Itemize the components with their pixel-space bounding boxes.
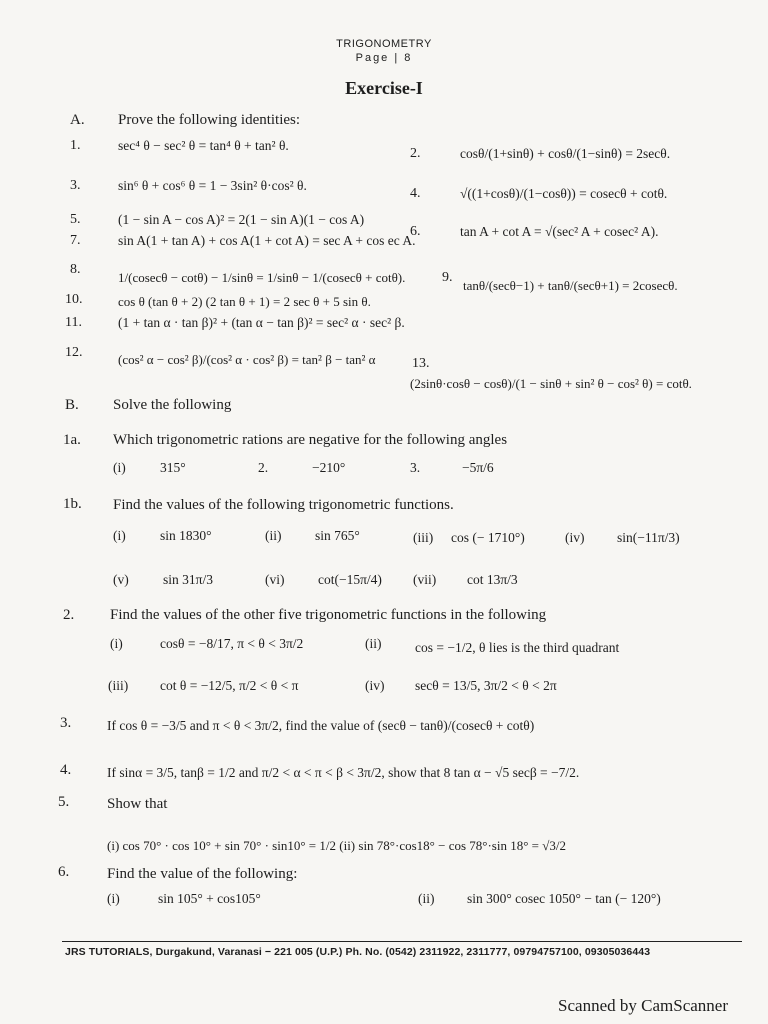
q2-expr: cosθ = −8/17, π < θ < 3π/2 [160, 636, 304, 651]
q6-part-label: (i) [107, 891, 120, 906]
question-number: 5. [58, 794, 70, 810]
question-2-text: Find the values of the other five trigonometric functions in the following [110, 607, 547, 623]
identity-6: tan A + cot A = √(sec² A + cosec² A). [460, 224, 659, 239]
identity-5: (1 − sin A − cos A)² = 2(1 − sin A)(1 − cos A) [118, 212, 365, 227]
q1b-expr: sin 31π/3 [163, 572, 213, 587]
section-b-heading: Solve the following [113, 397, 232, 413]
item-number: 2. [410, 146, 421, 161]
question-3-text: If cos θ = −3/5 and π < θ < 3π/2, find the value of (secθ − tanθ)/(cosecθ + cotθ) [107, 718, 535, 733]
item-number: 3. [70, 178, 81, 193]
item-number: 8. [70, 262, 81, 277]
item-number: 1. [70, 138, 81, 153]
q1b-part-label: (iii) [413, 530, 434, 545]
question-number: 1b. [63, 496, 82, 512]
section-b-letter: B. [65, 397, 79, 413]
section-a-heading: Prove the following identities: [118, 112, 301, 128]
q2-expr: secθ = 13/5, 3π/2 < θ < 2π [415, 678, 557, 693]
q2-expr: cot θ = −12/5, π/2 < θ < π [160, 678, 299, 693]
question-4-text: If sinα = 3/5, tanβ = 1/2 and π/2 < α < π < β < 3π/2, show that 8 tan α − √5 secβ = −7/2. [107, 765, 580, 780]
item-number: 11. [65, 315, 82, 330]
question-number: 6. [58, 864, 70, 880]
q1b-expr: cot(−15π/4) [318, 572, 382, 587]
item-number: 4. [410, 186, 421, 201]
item-number: 12. [65, 345, 83, 360]
identity-13: (2sinθ·cosθ − cosθ)/(1 − sinθ + sin² θ − cos² θ) = cotθ. [410, 376, 692, 391]
identity-10: cos θ (tan θ + 2) (2 tan θ + 1) = 2 sec θ + 5 sin θ. [118, 294, 371, 309]
question-number: 3. [60, 715, 72, 731]
q6-expr: sin 300° cosec 1050° − tan (− 120°) [467, 891, 661, 906]
q6-part-label: (ii) [418, 891, 435, 906]
identity-8: 1/(cosecθ − cotθ) − 1/sinθ = 1/sinθ − 1/(cosecθ + cotθ). [118, 270, 406, 285]
section-a-letter: A. [70, 112, 85, 128]
q2-part-label: (iv) [365, 678, 385, 693]
q1b-part-label: (vii) [413, 572, 437, 587]
identity-2: cosθ/(1+sinθ) + cosθ/(1−sinθ) = 2secθ. [460, 146, 671, 161]
q2-part-label: (ii) [365, 636, 382, 651]
q2-expr: cos = −1/2, θ lies is the third quadrant [415, 640, 620, 655]
q1b-expr: sin 1830° [160, 528, 212, 543]
q2-part-label: (iii) [108, 678, 129, 693]
scanner-watermark: Scanned by CamScanner [558, 996, 728, 1015]
question-1a-text: Which trigonometric rations are negative for the following angles [113, 432, 508, 448]
q1a-part-label: 3. [410, 460, 421, 475]
q2-part-label: (i) [110, 636, 123, 651]
question-number: 2. [63, 607, 75, 623]
item-number: 9. [442, 270, 453, 285]
question-number: 4. [60, 762, 72, 778]
item-number: 13. [412, 356, 430, 371]
identity-9: tanθ/(secθ−1) + tanθ/(secθ+1) = 2cosecθ. [463, 278, 678, 293]
identity-3: sin⁶ θ + cos⁶ θ = 1 − 3sin² θ·cos² θ. [118, 178, 307, 193]
subject-title: TRIGONOMETRY [336, 38, 432, 50]
item-number: 6. [410, 224, 421, 239]
question-5-expr: (i) cos 70° · cos 10° + sin 70° · sin10° = 1/2 (ii) sin 78°·cos18° − cos 78°·sin 18° = √3/2 [107, 838, 566, 853]
q6-expr: sin 105° + cos105° [158, 891, 261, 906]
question-number: 1a. [63, 432, 81, 448]
footer-contact: JRS TUTORIALS, Durgakund, Varanasi − 221 005 (U.P.) Ph. No. (0542) 2311922, 2311777, 09794757100, 09305036443 [65, 946, 651, 958]
q1a-angle: −210° [312, 460, 346, 475]
question-6-text: Find the value of the following: [107, 866, 298, 882]
identity-12: (cos² α − cos² β)/(cos² α · cos² β) = tan² β − tan² α [118, 352, 376, 367]
page-number: Page | 8 [355, 52, 413, 64]
q1a-part-label: (i) [113, 460, 126, 475]
question-1b-text: Find the values of the following trigonometric functions. [113, 497, 454, 513]
identity-1: sec⁴ θ − sec² θ = tan⁴ θ + tan² θ. [118, 138, 289, 153]
question-5-text: Show that [107, 796, 168, 812]
identity-11: (1 + tan α · tan β)² + (tan α − tan β)² = sec² α · sec² β. [118, 315, 405, 330]
q1b-part-label: (ii) [265, 528, 282, 543]
item-number: 10. [65, 292, 83, 307]
item-number: 7. [70, 233, 81, 248]
q1b-expr: sin(−11π/3) [617, 530, 680, 545]
identity-7: sin A(1 + tan A) + cos A(1 + cot A) = sec A + cos ec A. [118, 233, 416, 248]
q1b-part-label: (i) [113, 528, 126, 543]
q1b-expr: sin 765° [315, 528, 360, 543]
q1b-part-label: (vi) [265, 572, 285, 587]
q1b-part-label: (iv) [565, 530, 585, 545]
q1a-angle: 315° [160, 460, 186, 475]
footer-divider [62, 941, 742, 942]
exercise-title: Exercise-I [345, 78, 423, 98]
q1a-part-label: 2. [258, 460, 269, 475]
q1b-part-label: (v) [113, 572, 129, 587]
q1b-expr: cos (− 1710°) [451, 530, 525, 545]
q1b-expr: cot 13π/3 [467, 572, 518, 587]
item-number: 5. [70, 212, 81, 227]
q1a-angle: −5π/6 [462, 460, 494, 475]
identity-4: √((1+cosθ)/(1−cosθ)) = cosecθ + cotθ. [460, 186, 668, 201]
